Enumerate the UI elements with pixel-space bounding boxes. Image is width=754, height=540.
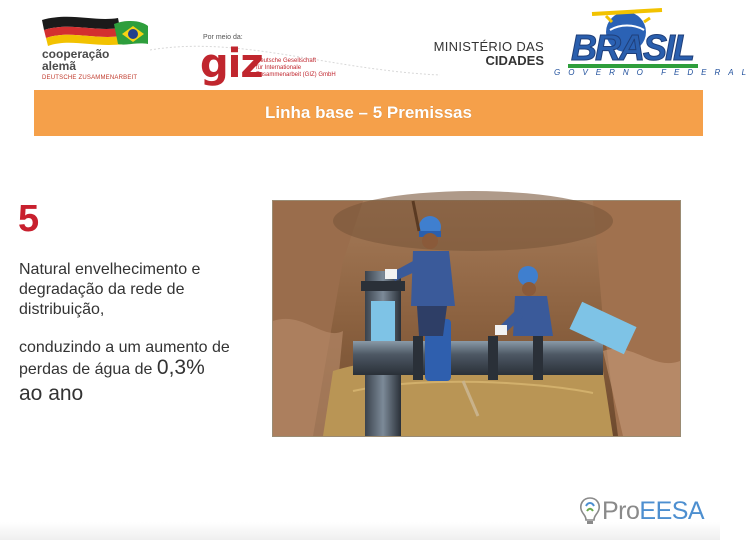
giz-desc-line: für Internationale — [256, 65, 302, 71]
pipe-repair-illustration — [273, 201, 680, 436]
proeesa-eesa-text: EESA — [639, 497, 705, 525]
cidades-line: CIDADES — [485, 53, 544, 68]
proeesa-logo — [578, 494, 705, 528]
proeesa-pro-text: Pro — [602, 497, 640, 525]
giz-desc-line: Zusammenarbeit (GIZ) GmbH — [256, 72, 336, 78]
proeesa-bulb-icon — [578, 496, 602, 528]
pipe-repair-photo — [272, 200, 681, 437]
premise-number: 5 — [18, 198, 40, 240]
ministerio-das-cidades-logo — [414, 40, 544, 72]
deutsche-zusammenarbeit-text: DEUTSCHE ZUSAMMENARBEIT — [42, 75, 138, 81]
slide-title: Linha base – 5 Premissas — [265, 103, 472, 122]
giz-desc-line: Deutsche Gesellschaft — [256, 58, 317, 64]
slide-title-bar — [34, 90, 703, 136]
brasil-governo-federal-logo — [552, 8, 754, 80]
governo-federal-text: GOVERNO FEDERAL — [554, 68, 754, 77]
ministerio-line: MINISTÉRIO DAS — [433, 39, 544, 54]
premise-paragraph-2-ending: ao ano — [19, 382, 84, 405]
por-meio-da-text: Por meio da: — [203, 34, 243, 41]
giz-description — [256, 58, 366, 79]
brasil-wordmark-icon — [552, 8, 714, 68]
premise-paragraph-2-text: conduzindo a um aumento de perdas de água de — [19, 339, 230, 378]
loss-rate-value: 0,3% — [156, 356, 205, 379]
cooperacao-text: cooperação — [42, 47, 110, 61]
brasil-wordmark-text: BRASIL — [571, 27, 693, 68]
cooperacao-alema-logo — [30, 10, 155, 82]
giz-mark: giz — [200, 41, 263, 87]
alema-text: alemã — [42, 59, 77, 73]
giz-logo — [200, 30, 400, 92]
proeesa-wordmark — [602, 496, 704, 526]
premise-paragraph-1: Natural envelhecimento e degradação da rede de distribuição, — [19, 261, 201, 318]
german-brazilian-flags-icon — [40, 14, 150, 48]
premise-paragraph-2 — [19, 338, 269, 404]
